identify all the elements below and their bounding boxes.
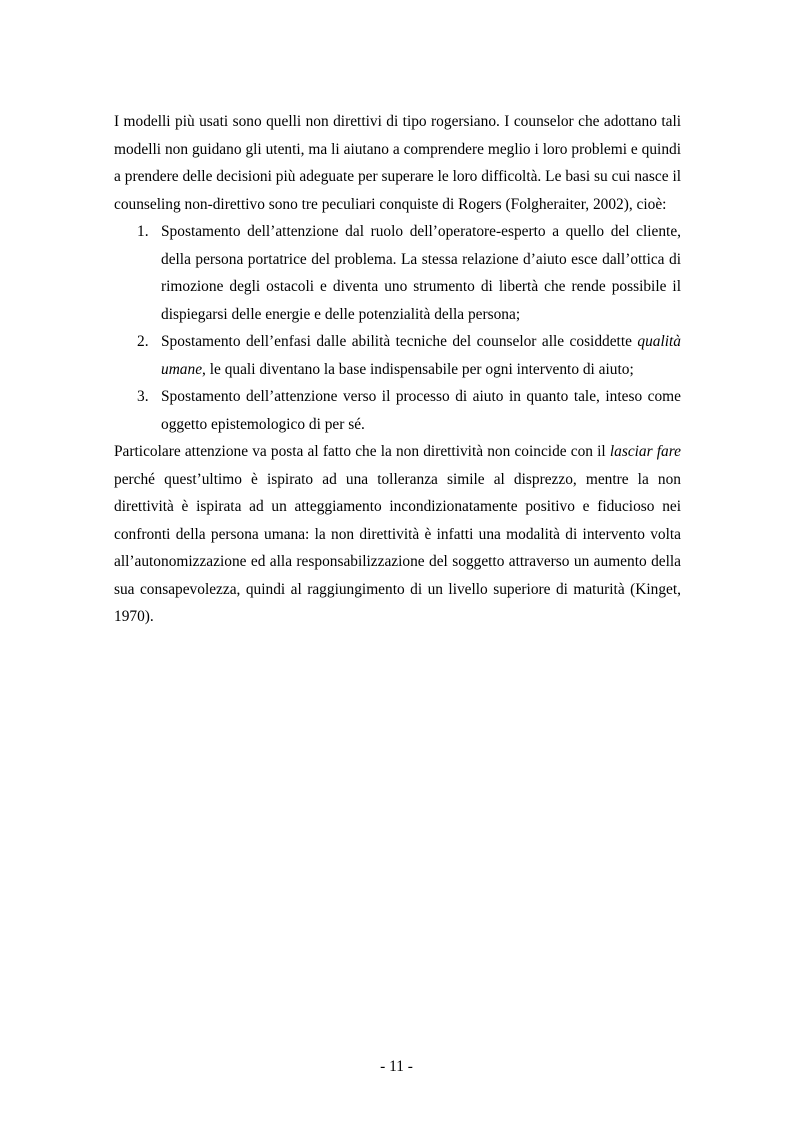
list-item-text: Spostamento dell’attenzione dal ruolo dell’operatore-esperto a quello del cliente, della persona portatrice del problema. La stessa relazione d’aiuto esce dall’ottica di rimozione degli ostacoli e diventa uno strumento di libertà che rende possibile il dispiegarsi delle energie e delle potenzialità della persona; — [161, 223, 681, 323]
rogers-conquests-list — [114, 218, 681, 438]
paragraph-text-before: Particolare attenzione va posta al fatto che la non direttività non coincide con il — [114, 443, 610, 460]
paragraph-emphasis: lasciar fare — [609, 443, 681, 460]
list-item-number: 3. — [137, 388, 149, 405]
list-item-text: Spostamento dell’attenzione verso il processo di aiuto in quanto tale, inteso come oggetto epistemologico di per sé. — [161, 388, 681, 433]
page-body — [114, 108, 681, 631]
list-item-number: 2. — [137, 333, 149, 350]
list-item-text-after: , le quali diventano la base indispensabile per ogni intervento di aiuto; — [202, 360, 634, 378]
list-item-number: 1. — [137, 223, 149, 240]
list-item-text-before: Spostamento dell’enfasi dalle abilità tecniche del counselor alle cosiddette — [161, 333, 638, 350]
list-item — [114, 218, 681, 328]
page-number: - 11 - — [380, 1058, 413, 1075]
paragraph-intro: I modelli più usati sono quelli non direttivi di tipo rogersiano. I counselor che adottano tali modelli non guidano gli utenti, ma li aiutano a comprendere meglio i loro problemi e quindi a prendere delle decisioni più adeguate per superare le loro difficoltà. Le basi su cui nasce il counseling non-direttivo sono tre peculiari conquiste di Rogers (Folgheraiter, 2002), cioè: — [114, 113, 681, 213]
paragraph-text-after: perché quest’ultimo è ispirato ad una tolleranza simile al disprezzo, mentre la non direttività è ispirata ad un atteggiamento incondizionatamente positivo e fiducioso nei confronti della persona umana: la non direttività è infatti una modalità di intervento volta all’autonomizzazione ed alla responsabilizzazione del soggetto attraverso un aumento della sua consapevolezza, quindi al raggiungimento di un livello superiore di maturità (Kinget, 1970). — [114, 470, 681, 625]
paragraph-non-directivity — [114, 438, 681, 631]
list-item-emphasis: qualità umane — [161, 333, 681, 378]
list-item — [114, 383, 681, 438]
list-item — [114, 328, 681, 383]
